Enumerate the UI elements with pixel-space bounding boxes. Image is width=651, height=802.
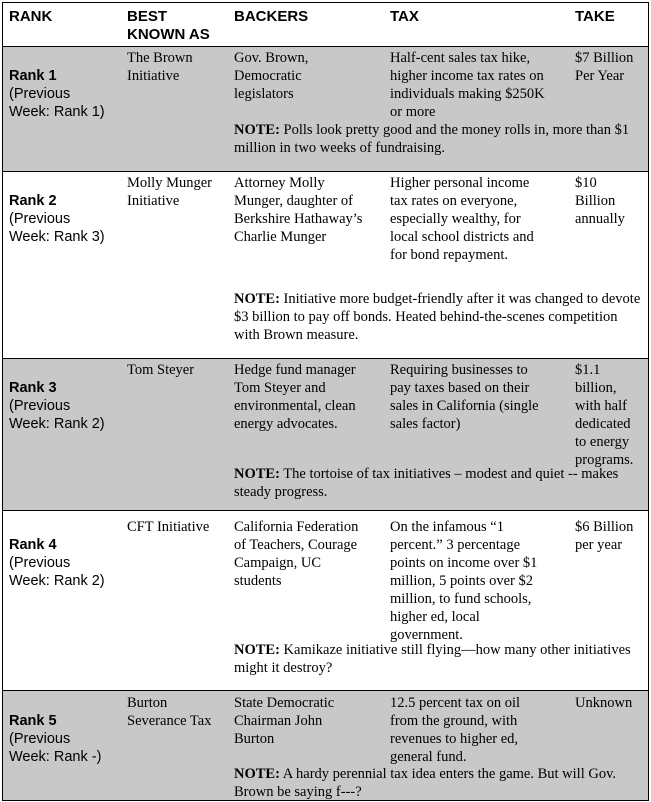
note-label: NOTE: — [234, 466, 280, 482]
row-1-bottom-rule — [2, 171, 649, 172]
table-row-5-backers: State Democratic Chairman John Burton — [234, 695, 335, 747]
row-3-bottom-rule — [2, 510, 649, 511]
table-row-3-note — [234, 465, 646, 501]
table-row-4-tax: On the infamous “1 percent.” 3 percentage points on income over $1 million, 5 points over $2 million, to fund schools, higher ed, local government. — [390, 519, 538, 643]
header-best-known-as: BEST KNOWN AS — [127, 8, 210, 43]
note-text: The tortoise of tax initiatives – modest and quiet -- makes steady progress. — [234, 466, 619, 500]
previous-rank: (Previous Week: Rank 3) — [9, 211, 105, 245]
table-row-3-tax: Requiring businesses to pay taxes based on their sales in California (single sales factor) — [390, 362, 539, 432]
rank-label: Rank 3 — [9, 380, 57, 396]
header-take: TAKE — [575, 8, 615, 25]
table-row-3-rank — [9, 361, 121, 451]
note-label: NOTE: — [234, 122, 280, 138]
table-row-4-note — [234, 641, 646, 677]
note-label: NOTE: — [234, 766, 280, 782]
header-bottom-rule — [2, 46, 649, 47]
table-row-2-rank — [9, 174, 121, 264]
row-2-bottom-rule — [2, 358, 649, 359]
table-row-4-take: $6 Billion per year — [575, 519, 634, 553]
note-text: Initiative more budget-friendly after it was changed to devote $3 billion to pay off bonds. Heated behind-the-scenes competition with Brown measure. — [234, 291, 641, 343]
table-row-1-note — [234, 121, 646, 157]
table-row-2-backers: Attorney Molly Munger, daughter of Berkshire Hathaway’s Charlie Munger — [234, 175, 363, 245]
table-row-4-backers: California Federation of Teachers, Courage Campaign, UC students — [234, 519, 359, 589]
header-rank: RANK — [9, 8, 53, 25]
rank-label: Rank 4 — [9, 537, 57, 553]
note-label: NOTE: — [234, 291, 280, 307]
table-row-4-rank — [9, 518, 121, 608]
header-tax: TAX — [390, 8, 419, 25]
note-text: Polls look pretty good and the money rolls in, more than $1 million in two weeks of fundraising. — [234, 122, 630, 156]
note-text: A hardy perennial tax idea enters the game. But will Gov. Brown be saying f---? — [234, 766, 617, 800]
table-row-2-take: $10 Billion annually — [575, 175, 625, 227]
previous-rank: (Previous Week: Rank 1) — [9, 86, 105, 120]
header-backers: BACKERS — [234, 8, 309, 25]
row-4-bottom-rule — [2, 690, 649, 691]
previous-rank: (Previous Week: Rank -) — [9, 731, 102, 765]
table-row-5-rank — [9, 694, 121, 784]
table-row-5-take: Unknown — [575, 695, 633, 711]
table-row-5-note — [234, 765, 646, 801]
rank-label: Rank 5 — [9, 713, 57, 729]
table-row-2-tax: Higher personal income tax rates on everyone, especially wealthy, for local school districts and for bond repayment. — [390, 175, 534, 263]
table-row-3-take: $1.1 billion, with half dedicated to energy programs. — [575, 362, 634, 468]
table-row-2-known-as: Molly Munger Initiative — [127, 175, 212, 209]
table-row-5-known-as: Burton Severance Tax — [127, 695, 212, 729]
note-label: NOTE: — [234, 642, 280, 658]
table-row-1-tax: Half-cent sales tax hike, higher income tax rates on individuals making $250K or more — [390, 50, 545, 120]
table-top-rule — [2, 2, 649, 3]
note-text: Kamikaze initiative still flying—how many other initiatives might it destroy? — [234, 642, 631, 676]
table-row-4-known-as: CFT Initiative — [127, 519, 210, 535]
previous-rank: (Previous Week: Rank 2) — [9, 398, 105, 432]
rank-label: Rank 1 — [9, 68, 57, 84]
table-row-1-known-as: The Brown Initiative — [127, 50, 193, 84]
table-row-3-backers: Hedge fund manager Tom Steyer and environmental, clean energy advocates. — [234, 362, 356, 432]
table-left-rule — [2, 2, 3, 801]
table-row-1-rank — [9, 49, 121, 139]
previous-rank: (Previous Week: Rank 2) — [9, 555, 105, 589]
table-row-3-known-as: Tom Steyer — [127, 362, 195, 378]
table-row-2-note — [234, 290, 646, 344]
table-row-1-take: $7 Billion Per Year — [575, 50, 634, 84]
rank-label: Rank 2 — [9, 193, 57, 209]
table-row-5-tax: 12.5 percent tax on oil from the ground, with revenues to higher ed, general fund. — [390, 695, 521, 765]
table-right-rule — [648, 2, 649, 801]
table-row-1-backers: Gov. Brown, Democratic legislators — [234, 50, 309, 102]
